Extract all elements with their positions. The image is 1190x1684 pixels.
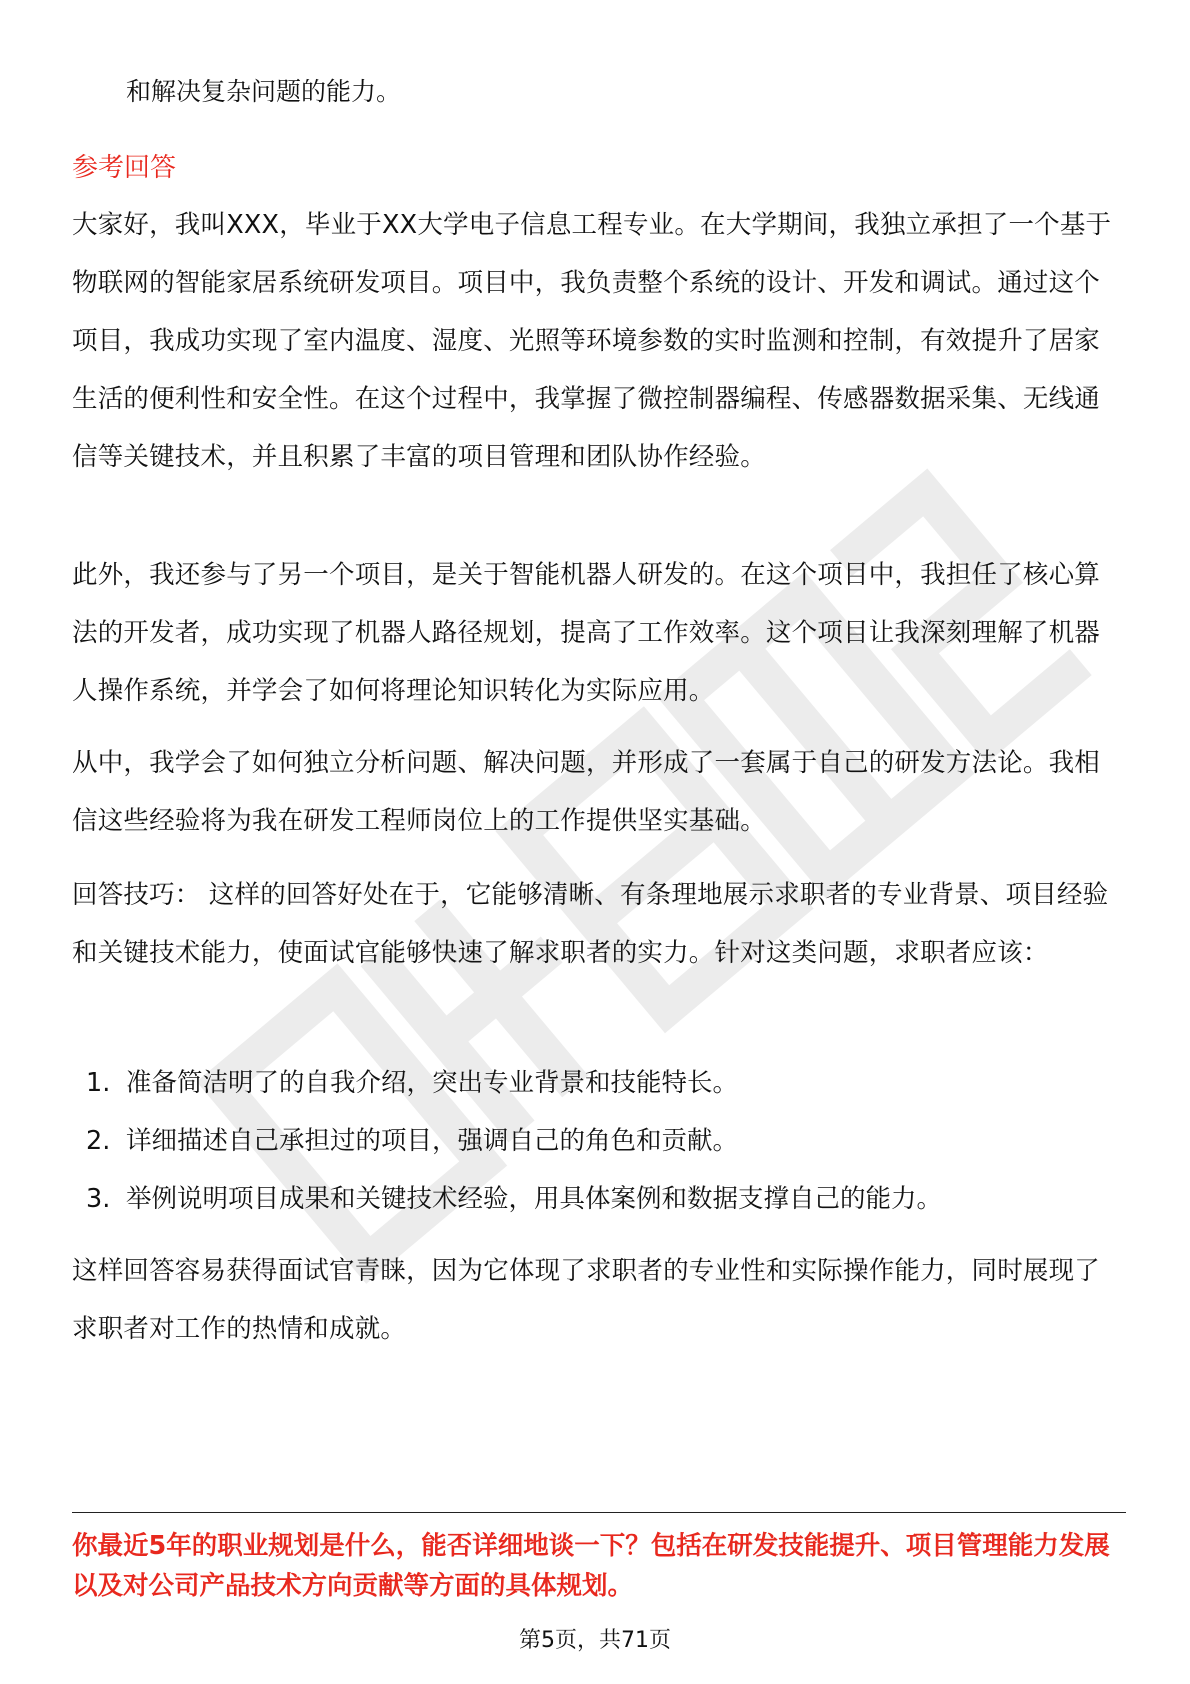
tips-list <box>72 1054 1122 1228</box>
list-item <box>72 1170 1122 1228</box>
list-item-text: 准备简洁明了的自我介绍，突出专业背景和技能特长。 <box>126 1068 739 1098</box>
section-title: 参考回答 <box>72 153 177 183</box>
list-item-number: 2. <box>86 1126 111 1156</box>
paragraph-closing: 这样回答容易获得面试官青睐，因为它体现了求职者的专业性和实际操作能力，同时展现了求职者对工作的热情和成就。 <box>72 1256 1101 1344</box>
paragraph-summary: 从中，我学会了如何独立分析问题、解决问题，并形成了一套属于自己的研发方法论。我相信这些经验将为我在研发工程师岗位上的工作提供坚实基础。 <box>72 748 1101 836</box>
continuation-text: 和解决复杂问题的能力。 <box>126 77 402 106</box>
list-item <box>72 1112 1122 1170</box>
list-item-text: 详细描述自己承担过的项目，强调自己的角色和贡献。 <box>126 1126 739 1156</box>
section-divider <box>72 1512 1126 1513</box>
list-item-text: 举例说明项目成果和关键技术经验，用具体案例和数据支撑自己的能力。 <box>126 1184 943 1214</box>
list-item-number: 1. <box>86 1068 111 1098</box>
list-item-number: 3. <box>86 1184 111 1214</box>
paragraph-tips: 回答技巧： 这样的回答好处在于，它能够清晰、有条理地展示求职者的专业背景、项目经验和关键技术能力，使面试官能够快速了解求职者的实力。针对这类问题，求职者应该： <box>72 880 1109 968</box>
page-number-footer: 第5页，共71页 <box>519 1628 671 1653</box>
list-item <box>72 1054 1122 1112</box>
paragraph-project2: 此外，我还参与了另一个项目，是关于智能机器人研发的。在这个项目中，我担任了核心算法的开发者，成功实现了机器人路径规划，提高了工作效率。这个项目让我深刻理解了机器人操作系统，并学会了如何将理论知识转化为实际应用。 <box>72 560 1101 706</box>
next-question: 你最近5年的职业规划是什么，能否详细地谈一下？包括在研发技能提升、项目管理能力发展以及对公司产品技术方向贡献等方面的具体规划。 <box>72 1531 1110 1601</box>
paragraph-intro: 大家好，我叫XXX，毕业于XX大学电子信息工程专业。在大学期间，我独立承担了一个基于物联网的智能家居系统研发项目。项目中，我负责整个系统的设计、开发和调试。通过这个项目，我成功实现了室内温度、湿度、光照等环境参数的实时监测和控制，有效提升了居家生活的便利性和安全性。在这个过程中，我掌握了微控制器编程、传感器数据采集、无线通信等关键技术，并且积累了丰富的项目管理和团队协作经验。 <box>72 210 1112 472</box>
